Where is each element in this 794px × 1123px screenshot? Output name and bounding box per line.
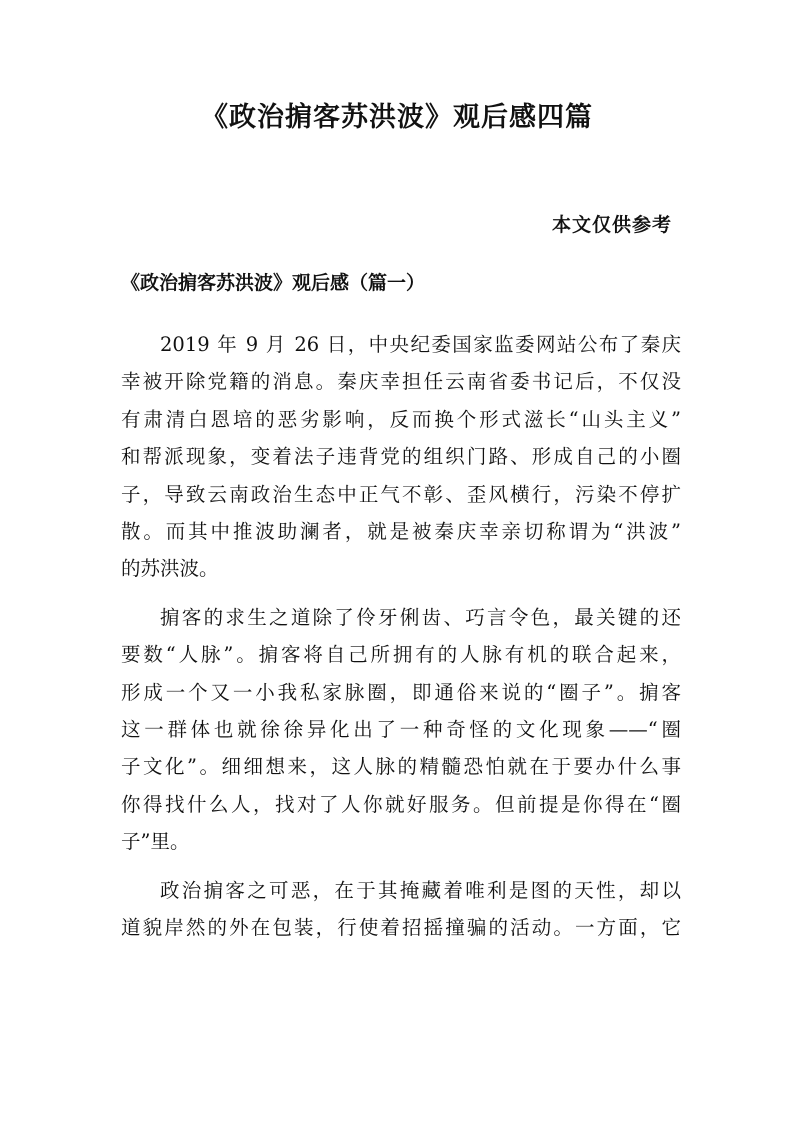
reference-note: 本文仅供参考 bbox=[551, 214, 672, 236]
paragraph-1 bbox=[121, 326, 681, 588]
paragraph-3 bbox=[121, 872, 681, 947]
text-line: 你得找什么人，找对了人你就好服务。但前提是你得在“圈 bbox=[121, 792, 681, 816]
text-line: 子，导致云南政治生态中正气不彰、歪风横行，污染不停扩 bbox=[121, 482, 681, 506]
body-text bbox=[121, 326, 681, 958]
text-line: 幸被开除党籍的消息。秦庆幸担任云南省委书记后，不仅没 bbox=[121, 370, 681, 394]
text-line: 子文化”。细细想来，这人脉的精髓恐怕就在于要办什么事 bbox=[121, 755, 681, 779]
text-line: 散。而其中推波助澜者，就是被秦庆幸亲切称谓为“洪波” bbox=[121, 520, 681, 544]
text-line: 这一群体也就徐徐异化出了一种奇怪的文化现象——“圈 bbox=[121, 718, 681, 742]
text-line: 政治掮客之可恶，在于其掩藏着唯利是图的天性，却以 bbox=[160, 878, 681, 902]
text-line: 子”里。 bbox=[121, 830, 190, 854]
text-line: 形成一个又一小我私家脉圈，即通俗来说的“圈子”。掮客 bbox=[121, 680, 681, 704]
text-line: 的苏洪波。 bbox=[121, 557, 219, 581]
text-line: 有肃清白恩培的恶劣影响，反而换个形式滋长“山头主义” bbox=[121, 407, 681, 431]
section-heading: 《政治掮客苏洪波》观后感（篇一） bbox=[121, 272, 426, 294]
document-title: 《政治掮客苏洪波》观后感四篇 bbox=[201, 102, 593, 133]
text-line: 掮客的求生之道除了伶牙俐齿、巧言令色，最关键的还 bbox=[160, 605, 681, 629]
text-line: 要数“人脉”。掮客将自己所拥有的人脉有机的联合起来， bbox=[121, 643, 681, 667]
paragraph-2 bbox=[121, 599, 681, 861]
text-line: 2019 年 9 月 26 日，中央纪委国家监委网站公布了秦庆 bbox=[160, 333, 681, 356]
text-line: 道貌岸然的外在包装，行使着招摇撞骗的活动。一方面，它 bbox=[121, 916, 681, 940]
text-line: 和帮派现象，变着法子违背党的组织门路、形成自己的小圈 bbox=[121, 445, 681, 469]
